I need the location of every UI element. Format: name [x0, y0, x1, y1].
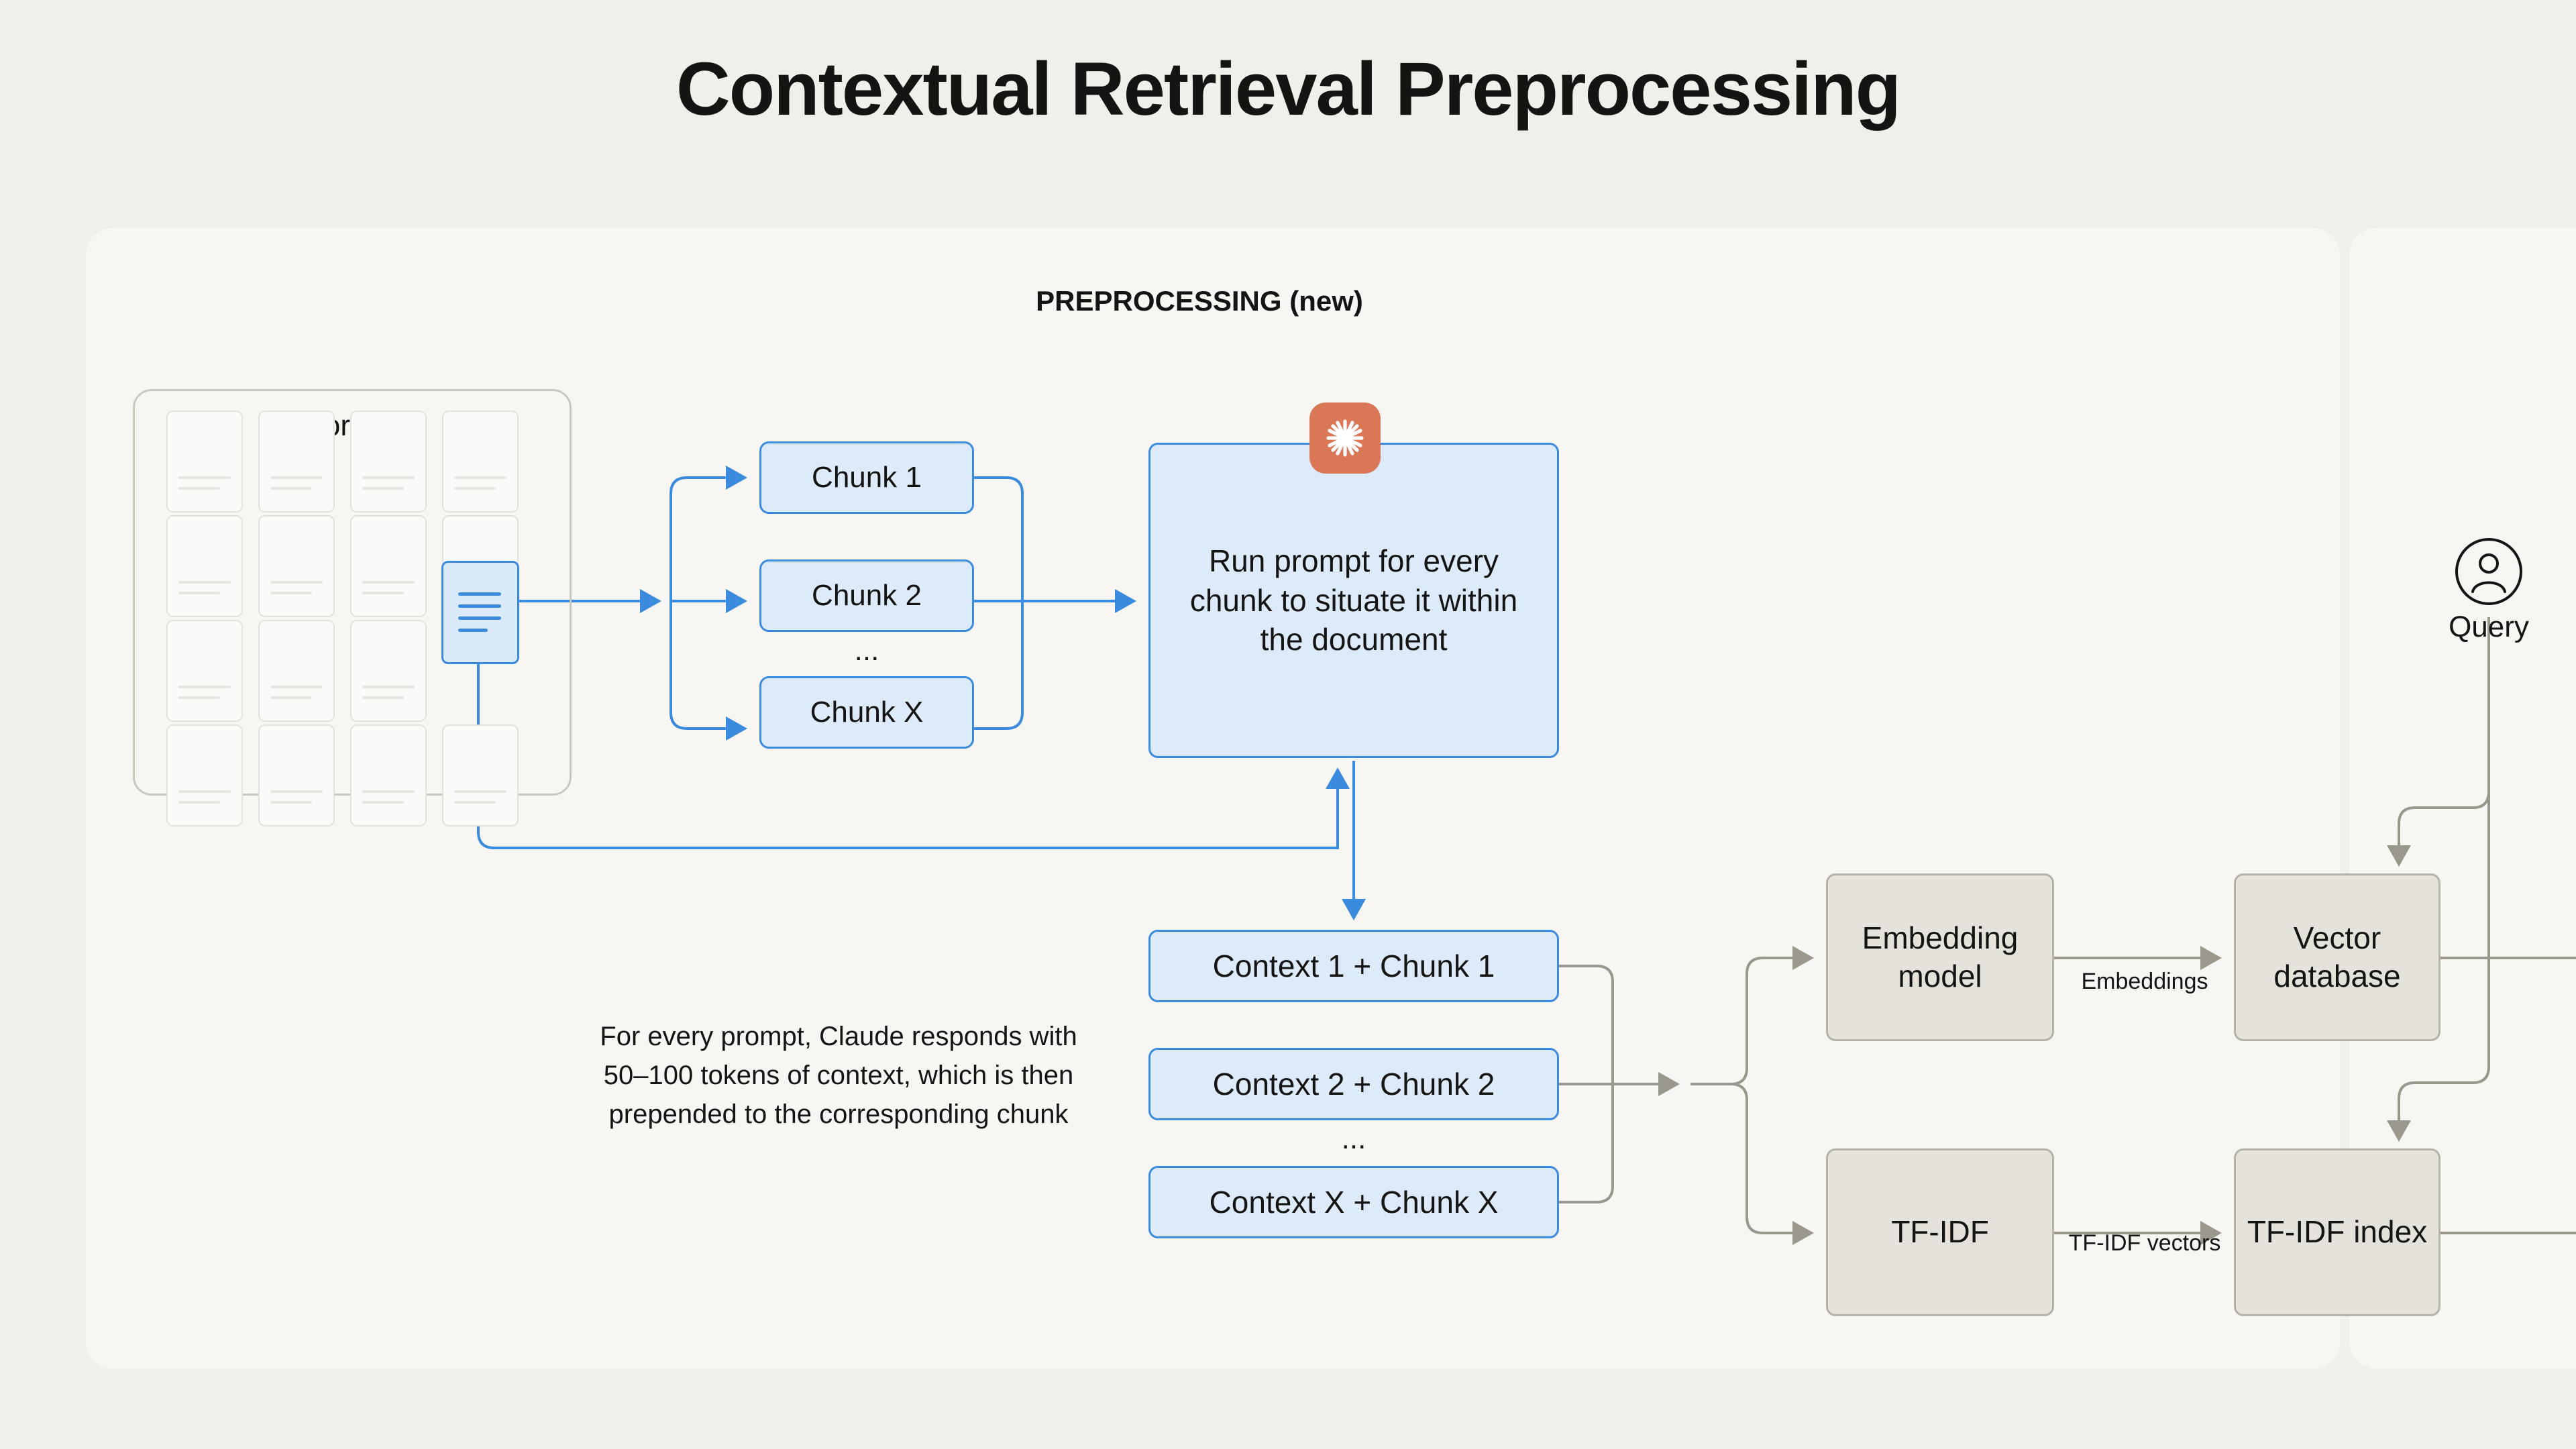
tfidf-index-box[interactable]: TF-IDF index — [2234, 1148, 2440, 1316]
selected-document-icon[interactable] — [441, 561, 519, 664]
user-avatar-icon — [2454, 537, 2524, 606]
corpus-doc-column — [350, 411, 429, 773]
tfidf-vectors-caption: TF-IDF vectors — [2068, 1230, 2221, 1256]
tfidf-box[interactable]: TF-IDF — [1826, 1148, 2054, 1316]
context-chunk-box-x[interactable]: Context X + Chunk X — [1148, 1166, 1559, 1238]
claude-burst-icon — [1309, 402, 1381, 474]
embeddings-caption: Embeddings — [2081, 969, 2208, 994]
preprocessing-section-label: PREPROCESSING (new) — [1036, 285, 1363, 317]
corpus-doc-column — [166, 411, 246, 773]
embedding-model-box[interactable]: Embedding model — [1826, 873, 2054, 1041]
chunks-ellipsis: ... — [854, 634, 879, 667]
run-prompt-box[interactable]: Run prompt for every chunk to situate it within the document — [1148, 443, 1559, 758]
prompt-note: For every prompt, Claude responds with 50–100 tokens of context, which is then prepended to the corresponding chunk — [600, 1022, 1077, 1129]
contexts-ellipsis: ... — [1341, 1122, 1366, 1155]
vector-database-box[interactable]: Vector database — [2234, 873, 2440, 1041]
corpus-doc-column — [258, 411, 337, 773]
query-label: Query — [2449, 610, 2529, 643]
chunk-box-2[interactable]: Chunk 2 — [759, 559, 974, 632]
page-title: Contextual Retrieval Preprocessing — [676, 47, 1900, 131]
chunk-box-x[interactable]: Chunk X — [759, 676, 974, 749]
context-chunk-box-1[interactable]: Context 1 + Chunk 1 — [1148, 930, 1559, 1002]
context-chunk-box-2[interactable]: Context 2 + Chunk 2 — [1148, 1048, 1559, 1120]
chunk-box-1[interactable]: Chunk 1 — [759, 441, 974, 514]
